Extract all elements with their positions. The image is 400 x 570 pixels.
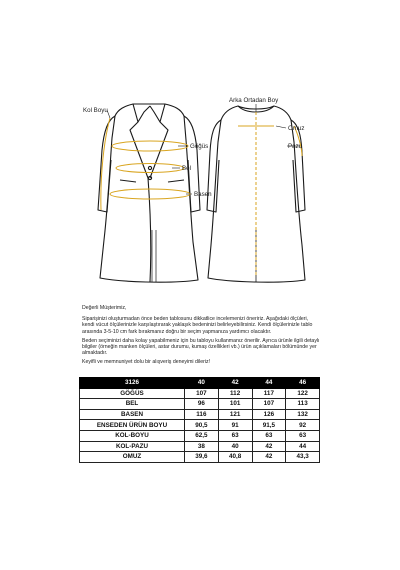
cell: 62,5	[185, 430, 219, 441]
header-model-code: 3126	[80, 378, 185, 389]
cell: 96	[185, 399, 219, 410]
cell: 92	[286, 420, 320, 431]
row-label: KOL-PAZU	[80, 441, 185, 452]
cell: 42	[252, 452, 286, 463]
label-bel: Bel	[182, 165, 191, 172]
table-row	[80, 452, 320, 463]
cell: 121	[218, 409, 252, 420]
coat-front-view	[98, 104, 200, 282]
chest-line	[112, 141, 188, 151]
cell: 44	[286, 441, 320, 452]
cell: 91	[218, 420, 252, 431]
row-label: BASEN	[80, 409, 185, 420]
size-chart-table	[79, 377, 320, 463]
table-header-row	[80, 378, 320, 389]
cell: 43,3	[286, 452, 320, 463]
cell: 42	[252, 441, 286, 452]
cell: 40	[218, 441, 252, 452]
hip-line	[110, 189, 190, 199]
cell: 132	[286, 409, 320, 420]
cell: 40,8	[218, 452, 252, 463]
table-row	[80, 420, 320, 431]
label-omuz: Omuz	[288, 125, 305, 132]
cell: 91,5	[252, 420, 286, 431]
cell: 107	[185, 388, 219, 399]
label-gogus: Göğüs	[190, 143, 209, 150]
cell: 122	[286, 388, 320, 399]
table-row	[80, 409, 320, 420]
front-measure-lines	[101, 118, 190, 210]
cell: 63	[252, 430, 286, 441]
cell: 112	[218, 388, 252, 399]
cell: 39,6	[185, 452, 219, 463]
table-row	[80, 441, 320, 452]
table-row	[80, 388, 320, 399]
cell: 113	[286, 399, 320, 410]
row-label: KOL-BOYU	[80, 430, 185, 441]
header-size-46: 46	[286, 378, 320, 389]
header-size-44: 44	[252, 378, 286, 389]
cell: 90,5	[185, 420, 219, 431]
cell: 107	[252, 399, 286, 410]
label-pazu: Pazu	[288, 143, 303, 150]
table-row	[80, 430, 320, 441]
row-label: BEL	[80, 399, 185, 410]
cell: 101	[218, 399, 252, 410]
header-size-42: 42	[218, 378, 252, 389]
label-kol-boyu: Kol Boyu	[83, 107, 108, 114]
row-label: ENSEDEN ÜRÜN BOYU	[80, 420, 185, 431]
row-label: OMUZ	[80, 452, 185, 463]
header-size-40: 40	[185, 378, 219, 389]
cell: 117	[252, 388, 286, 399]
label-arka-ortadan-boy: Arka Ortadan Boy	[229, 97, 279, 104]
label-basen: Basen	[194, 191, 212, 198]
table-row	[80, 399, 320, 410]
cell: 116	[185, 409, 219, 420]
cell: 126	[252, 409, 286, 420]
row-label: GÖĞÜS	[80, 388, 185, 399]
notes-greeting: Değerli Müşterimiz,	[82, 305, 127, 311]
notes-paragraph-1: Siparişinizi oluşturmadan önce beden tablosunu dikkatlice incelemenizi öneririz. Aşağıdaki ölçüleri, kendi vücut ölçülerinizle karşılaştırarak yaklaşık bedeninizi belirleyebilirsiniz. Kendi ölçülerinizle tablo arasında 3-5-10 cm fark bırakmanız doğru bir seçim yapmanıza yardımcı olacaktır.	[82, 316, 313, 335]
notes-paragraph-2: Beden seçiminizi daha kolay yapabilmeniz için bu tabloyu kullanmanız önerilir. Ayrıca ürünle ilgili detaylı bilgiler (örneğin manken ölçüleri, astar durumu, kumaş özellikleri vb.) ürün açıklamaları bölümünde yer almaktadır.	[82, 337, 320, 357]
back-measure-lines	[238, 112, 302, 276]
cell: 38	[185, 441, 219, 452]
notes-closing: Keyifli ve memnuniyet dolu bir alışveriş deneyimi dileriz!	[82, 359, 211, 366]
cell: 63	[286, 430, 320, 441]
customer-notes	[82, 305, 320, 369]
cell: 63	[218, 430, 252, 441]
back-measure-labels	[229, 97, 305, 150]
